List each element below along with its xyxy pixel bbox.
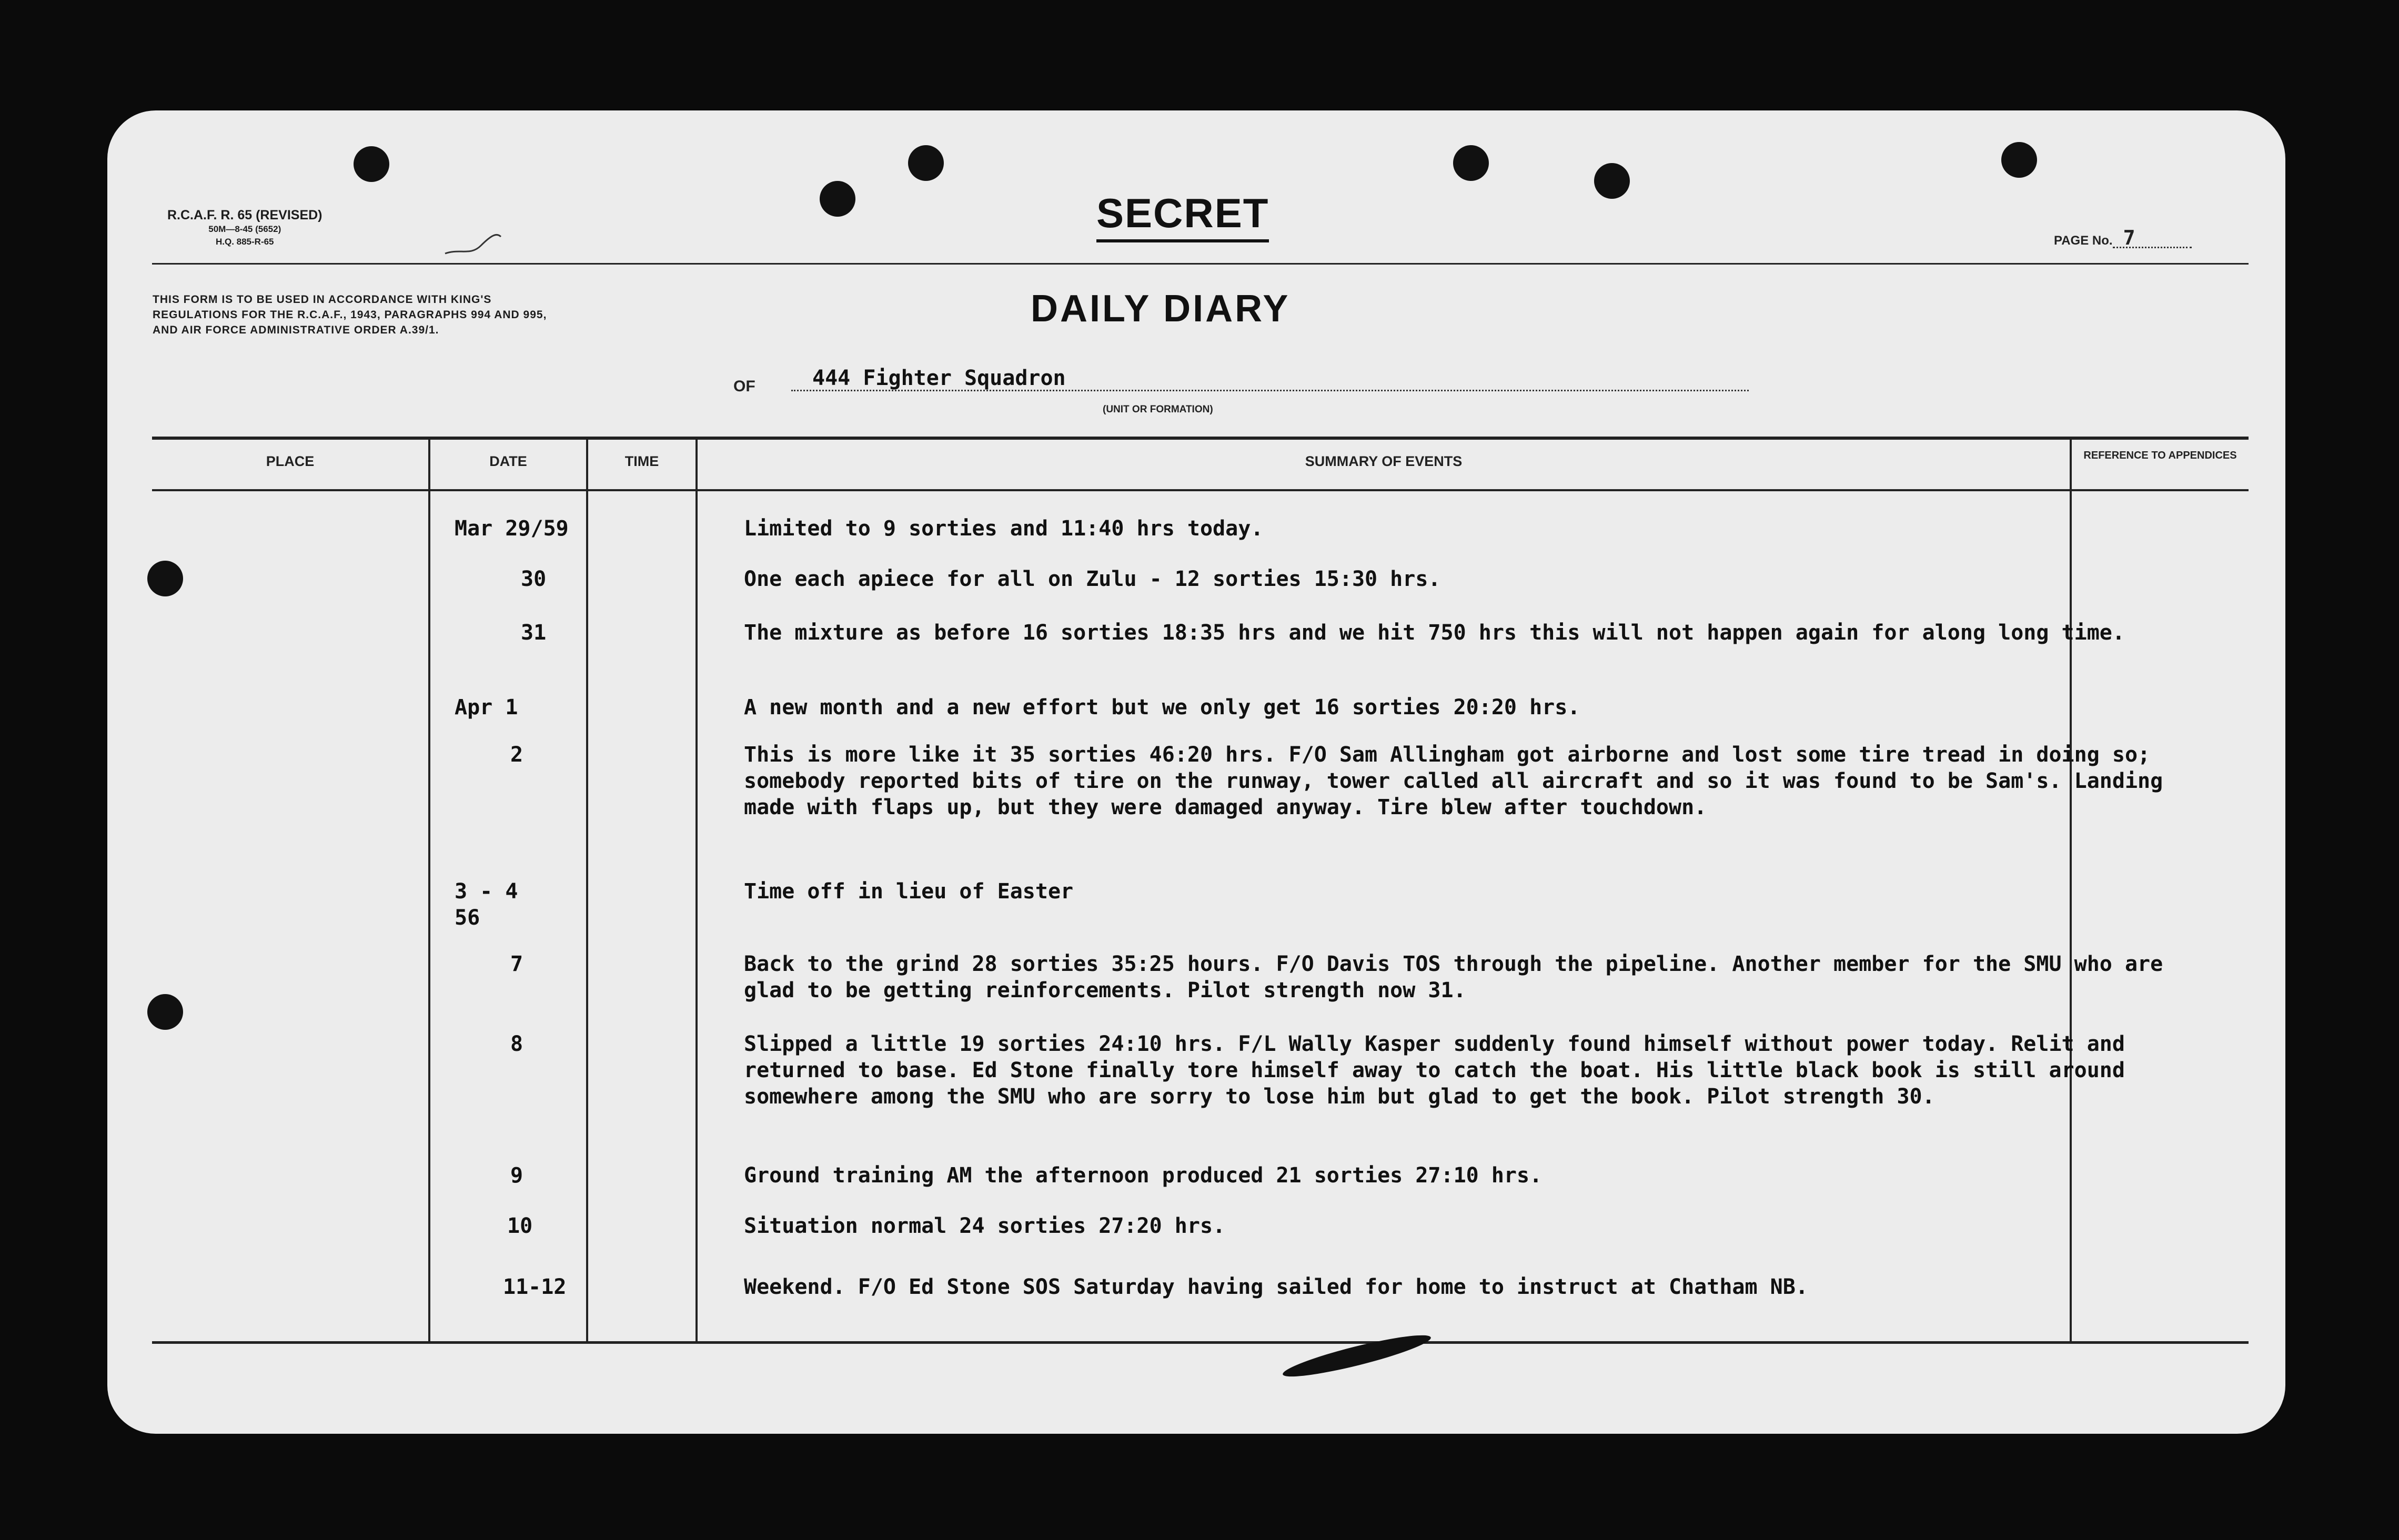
column-header-summary: SUMMARY OF EVENTS [1305,453,1463,469]
punch-hole [908,145,944,181]
of-label: OF [733,378,755,395]
column-header-place: PLACE [266,453,315,469]
table-top-rule [152,437,2249,440]
column-header-date: DATE [489,453,527,469]
entry-date: 30 [521,567,547,591]
unit-caption: (UNIT OR FORMATION) [1103,404,1213,415]
entry-date: Apr 1 [455,695,518,720]
entry-date: 3 - 4 [455,879,518,904]
entry-summary: Limited to 9 sorties and 11:40 hrs today. [744,516,1264,541]
column-divider [695,439,698,1344]
entry-summary: Time off in lieu of Easter [744,879,1074,904]
top-rule [152,263,2249,265]
punch-hole [147,561,183,596]
entry-summary: A new month and a new effort but we only get 16 sorties 20:20 hrs. [744,695,1580,720]
entry-date: 31 [521,621,547,645]
pen-squiggle-mark [444,227,502,259]
column-header-time: TIME [624,453,659,469]
form-ref-line2: 50M—8-45 (5652) [208,224,281,234]
entry-summary: Weekend. F/O Ed Stone SOS Saturday having sailed for home to instruct at Chatham NB. [744,1275,1808,1299]
entry-date-secondary: 56 [455,906,480,930]
punch-hole [1453,145,1489,181]
form-ref-line1: R.C.A.F. R. 65 (REVISED) [167,208,322,222]
column-header-reference: REFERENCE TO APPENDICES [2083,450,2237,461]
form-reference [167,208,322,248]
form-ref-line3: H.Q. 885-R-65 [215,237,274,247]
page-number-field [2054,226,2192,249]
punch-hole [147,994,183,1030]
ink-smudge-mark [1281,1328,1433,1383]
diary-form-card [107,110,2285,1434]
entry-summary: The mixture as before 16 sorties 18:35 hrs and we hit 750 hrs this will not happen again for along long time. [744,621,2125,645]
entry-summary: One each apiece for all on Zulu - 12 sorties 15:30 hrs. [744,567,1441,591]
diary-title: DAILY DIARY [1031,288,1291,330]
entry-summary: Ground training AM the afternoon produced 21 sorties 27:10 hrs. [744,1163,1543,1188]
unit-value: 444 Fighter Squadron [791,366,1749,391]
classification-label: SECRET [1096,189,1269,242]
entry-date: 2 [510,743,523,767]
punch-hole [1594,163,1630,199]
entry-summary: Situation normal 24 sorties 27:20 hrs. [744,1214,1226,1238]
entry-date: Mar 29/59 [455,516,569,541]
punch-hole [2001,142,2037,178]
page-number-label: PAGE No. [2054,234,2113,248]
header-bottom-rule [152,489,2249,491]
entry-date: 11-12 [503,1275,567,1299]
entry-summary: This is more like it 35 sorties 46:20 hrs. F/O Sam Allingham got airborne and lost some tire tread in doing so; somebody reported bits of tire on the runway, tower called all aircraft and so it was found to be Sam's. Landing made with flaps up, but they were damaged anyway. Tire blew after touchdown. [744,743,2163,819]
entry-date: 7 [510,952,523,976]
column-divider [428,439,430,1344]
entry-summary: Back to the grind 28 sorties 35:25 hours. F/O Davis TOS through the pipeline. Another member for the SMU who are glad to be getting reinforcements. Pilot strength now 31. [744,952,2163,1002]
column-divider [586,439,588,1344]
punch-hole [820,181,855,217]
entry-date: 9 [510,1163,523,1188]
regulation-note: THIS FORM IS TO BE USED IN ACCORDANCE WITH KING'S REGULATIONS FOR THE R.C.A.F., 1943, PARAGRAPHS 994 AND 995, AND AIR FORCE ADMINISTRATIVE ORDER A.39/1. [153,293,547,336]
page-number-value: 7 [2113,229,2192,248]
table-bottom-rule [152,1341,2249,1344]
entry-date: 10 [507,1214,533,1238]
entry-date: 8 [510,1032,523,1056]
entry-summary: Slipped a little 19 sorties 24:10 hrs. F/L Wally Kasper suddenly found himself without power today. Relit and returned to base. Ed Stone finally tore himself away to catch the boat. His little black book is still around somewhere among the SMU who are sorry to lose him but glad to get the book. Pilot strength 30. [744,1032,2125,1109]
punch-hole [354,146,389,182]
